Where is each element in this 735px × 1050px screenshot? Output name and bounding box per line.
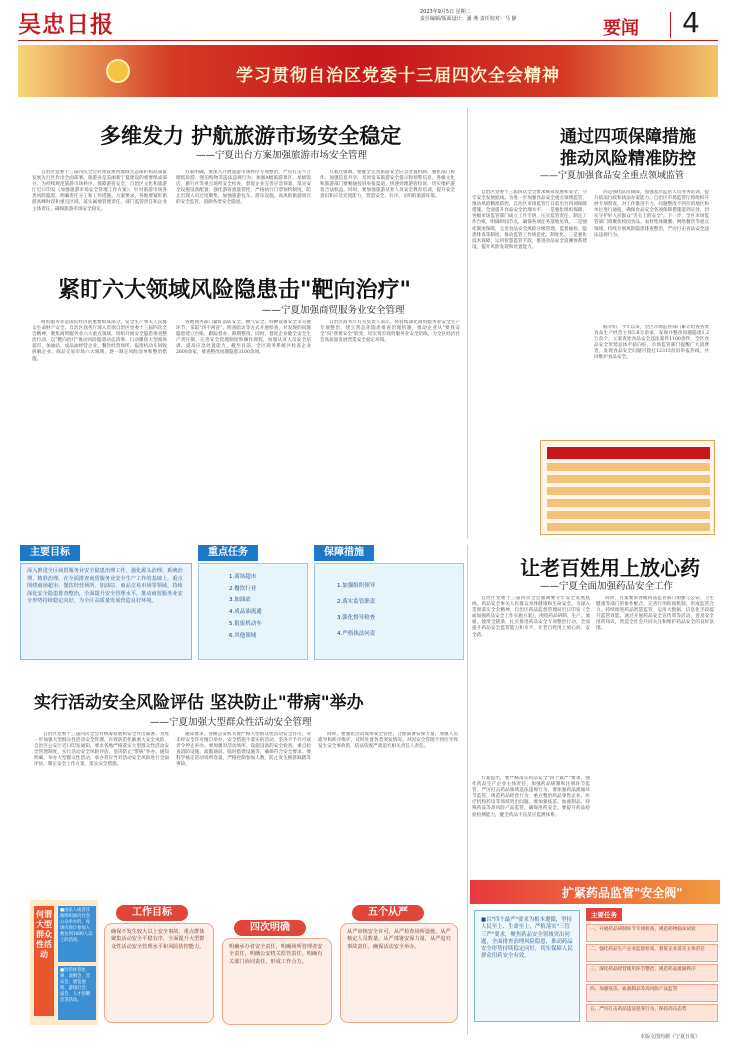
newspaper-logo: 吴忠日报 [18, 11, 114, 38]
article5-col1: 自治区党委十三届四次全会强调要守牢安全发展底线。药品安全事关人民群众身体健康和生命安全。为深入贯彻落实全会精神，自治区药品监督管理局近日印发《全面加强药品安全工作实施方案》，围绕药品研制、生产、流通、使用全链条，扎实推进药品安全专项整治行动，全面提升药品安全监管能力和水平，让老百姓用上放心药、安全药。 [472, 596, 590, 638]
key-task-item: 2.餐饮行业 [229, 585, 257, 592]
article1-col1: 自治区党委十三届四次全会对建设黄河流域生态保护和高质量发展先行区作出全面部署。旅游业是美丽新宁夏建设的重要组成部分，为持续规范旅游市场秩序、保障游客安全，自治区文化和旅游厅近日印发《加强旅游市场安全管理工作方案》，针对旅游市场各类风险隐患，明确责任分工和工作措施。方案要求，各地要紧盯旅游高峰时段和重点区域，落实属地管理责任、部门监管责任和企业主体责任，确保旅游市场安全稳定。 [32, 170, 167, 212]
four-clarifications-card [222, 920, 332, 1025]
article3-subtitle: ——宁夏加强商贸服务业安全管理 [262, 305, 405, 316]
section-name: 要闻 [603, 18, 639, 39]
drug-safety-principle: ■以"四个最严"要求为根本遵循，坚持人民至上、生命至上，严格落实"三管三严"要求，聚焦药品安全领域突出问题，全面排查治理风险隐患，推动药品安全形势持续稳定向好，切实保障人民群众用药安全有效。 [474, 910, 580, 1022]
safeguards-list [314, 563, 464, 660]
safeguards-tag: 保障措施 [314, 545, 374, 561]
article1-subtitle: ——宁夏出台方案加强旅游市场安全管理 [196, 150, 368, 161]
article1-title: 多维发力 护航旅游市场安全稳定 [100, 124, 402, 148]
article1-col3: 方案还强调，要健全完善旅游安全应急处置机制，强化部门协作，加强信息共享，及时发布旅游安全提示和预警信息。各级文化和旅游部门要畅通投诉举报渠道，快速处理游客投诉，切实维护游客合法权益。同时，要加强旅游从业人员安全教育培训，提升安全意识和应急处置能力，营造安全、有序、文明的旅游环境。 [320, 170, 455, 200]
infographic-row [547, 475, 710, 483]
work-goal-tag: 工作目标 [116, 905, 188, 921]
key-task-item: 3.加油站 [229, 597, 251, 604]
article3-col3: 自治区商务厅有关负责人表示，将持续深化商贸服务业安全生产专项整治，建立常态化隐患排查治理机制，推动企业从"要我安全"向"我要安全"转变，切实筑牢商贸服务业安全防线，为全区经济社会高质量发展营造安全稳定环境。 [320, 320, 460, 344]
drug-task-item: 五、严厉打击药品违法犯罪行为，保持高压态势 [586, 1004, 718, 1022]
party-emblem-icon [106, 59, 130, 83]
drug-safety-tasks [586, 908, 718, 1023]
masthead-divider [670, 12, 671, 38]
infographic-header-bar [547, 447, 710, 459]
drug-task-item: 四、加强疫苗、血液制品等高风险产品监管 [586, 984, 718, 1002]
editor-line: 责任编辑/版面设计：潘 燕 责任校对：马 静 [420, 16, 517, 22]
safeguards-panel [314, 545, 464, 660]
key-task-item: 1.商场超市 [229, 574, 257, 580]
infographic-row [547, 463, 710, 471]
drug-task-item: 三、深化药品经营使用环节整治，规范药品流通秩序 [586, 964, 718, 982]
article2-title-line2: 推动风险精准防控 [560, 149, 696, 169]
article3-col1: 商贸服务业是国民经济的重要组成部分，安全生产事关人民群众生命财产安全。自治区商务厅深入贯彻自治区党委十三届四次全会精神，聚焦商贸服务业六大重点领域，组织开展安全隐患排查整治行动，以"靶向治疗"推动风险隐患动态清零。行动聚焦大型商场超市、加油站、成品油经营企业、餐饮经营场所、报废机动车回收拆解企业、商品交易市场六大领域，逐一制定风险清单和整治措施。 [32, 320, 167, 362]
article4-col3: 同时，要强化活动现场安全管控，合理部署安保力量，加强人员疏导和秩序维护，及时处置各类突发情况。对因安全管理不到位导致发生安全事故的，依法依规严肃追究相关责任人责任。 [318, 732, 458, 750]
column-divider-lower [467, 545, 468, 1035]
article4-col1: 自治区党委十三届四次全会对统筹发展和安全作出部署。为进一步加强大型群众性活动安全管理，有效防范化解重大安全风险，自治区公安厅近日印发通知，要求各地严格落实大型群众性活动安全管理制度，实行活动安全风险评估，坚决防止"带病"举办。通知明确，举办大型群众性活动，承办者应当对活动安全风险进行全面评估，制定安全工作方案，落实安全措施。 [34, 732, 169, 768]
masthead-rule [18, 40, 718, 41]
article2-infographic [540, 440, 715, 535]
drug-task-item: 一、开展药品研制环节专项检查，规范药物临床试验 [586, 924, 718, 942]
article5-col3: 同时，方案要求各级药品监管部门加强与公安、卫生健康等部门的协作配合，完善行刑衔接机制，形成监管合力。持续推进药品智慧监管，运用大数据、信息化手段提升监管效能。通过开展药品安全宣传周等活动，普及安全用药知识，营造全社会共同关注和维护药品安全的良好氛围。 [596, 596, 714, 632]
drug-safety-tasks-tag: 主要任务 [586, 908, 622, 921]
theme-banner [18, 45, 718, 97]
key-tasks-list [198, 563, 308, 660]
key-task-item: 4.成品油流通 [229, 609, 262, 616]
article3-title: 紧盯六大领域风险隐患击"靶向治疗" [58, 278, 411, 303]
work-goal-card [104, 905, 214, 1025]
article3-col2: 各地商务部门紧盯消防安全、燃气安全、特种设备安全等关键环节，采取"四不两直"、明查暗访等方式开展检查，对发现的问题隐患建立台账、跟踪督办、限期整改。同时，督促企业健全安全生产责任制，完善安全管理制度和操作规程，加强从业人员安全培训，提高应急处置能力。截至目前，全区商务系统共检查企业2600余家，排查整改问题隐患3100余项。 [176, 320, 311, 356]
column-divider [467, 108, 468, 538]
infographic-row [547, 487, 710, 495]
article5-subtitle: ——宁夏全面加强药品安全工作 [540, 581, 674, 592]
definition-panel [30, 900, 98, 1025]
safeguard-item: 2.落实监管职责 [337, 599, 376, 605]
infographic-row [547, 499, 710, 507]
five-strict-tag: 五个从严 [352, 905, 424, 921]
article5-col2: 方案提出，要严格落实药品安全"四个最严"要求，强化药品生产企业主体责任，加强药品研制和注册环节监管，严厉打击药品领域违法违规行为。要加强药品流通环节监管，规范药品经营行为，重点整治药品零售企业、医疗机构药房等领域突出问题。要加强疫苗、血液制品、特殊药品等高风险产品监管，确保用药安全。要提升药品检验检测能力，健全药品不良反应监测体系。 [472, 776, 590, 818]
infographic-row [547, 523, 710, 531]
main-goal-panel [20, 545, 192, 660]
drug-task-item: 二、强化药品生产企业监督检查，督促企业落实主体责任 [586, 944, 718, 962]
key-task-item: 5.报废机动车 [229, 620, 262, 627]
article5-title: 让老百姓用上放心药 [520, 556, 700, 580]
date-info [420, 9, 516, 23]
article2-col1: 自治区党委十三届四次全会要求统筹发展和安全，守牢安全发展底线。为进一步加强食品安全重点领域监管，推动风险精准防控，自治区市场监管厅日前出台四项保障措施，全面提升食品安全治理水平。一是强化组织保障，各级市场监管部门成立工作专班，压实监管责任，制定工作台账，明确时间节点，确保各项任务落地见效。二是强化制度保障，完善食品安全风险分级管理、监督抽检、隐患排查等制度，推动监管工作规范化、制度化。三是强化技术保障，运用智慧监管手段，推进食品安全追溯体系建设，提升风险发现和处置能力。 [472, 190, 587, 250]
main-goal-tag: 主要目标 [20, 545, 80, 561]
article2-title-line1: 通过四项保障措施 [560, 127, 696, 147]
article1-col2: 方案明确，要深入开展旅游市场秩序专项整治，严厉打击不合理低价游、强迫购物等违法违规行为；加强A级旅游景区、星级饭店、旅行社等重点场所安全检查，督促企业完善应急预案，落实安全设施设备配置；强化游客流量管控，严格执行门票预约制度，防止出现人员过度聚集；加强旅游包车、游乐设施、高风险旅游项目的安全监管，消除各类安全隐患。 [176, 170, 311, 206]
banner-title: 学习贯彻自治区党委十三届四次全会精神 [236, 66, 560, 86]
date-line: 2023年9月5日 星期二 [420, 9, 471, 15]
four-clarifications-text: 明确承办者安全责任，明确场所管理者安全责任，明确公安机关监管责任，明确有关部门协同责任，形成工作合力。 [222, 938, 332, 1025]
drug-safety-banner [470, 880, 720, 904]
definition-tag: 何谓大型群众性活动 [34, 906, 54, 1016]
safeguard-item: 3.强化督导检查 [337, 615, 376, 621]
safeguard-item: 1.加强组织领导 [337, 583, 376, 589]
page-number: 4 [682, 6, 700, 39]
infographic-row [547, 511, 710, 519]
five-strict-card [340, 905, 458, 1025]
article4-title: 实行活动安全风险评估 坚决防止"带病"举办 [34, 693, 364, 713]
work-goal-text: 确保不发生较大以上安全事故，重点群体聚集活动安全平稳有序，全面提升大型群众性活动安全管理水平和风险防控能力。 [104, 923, 214, 1023]
footer-credit: 本版文图均据《宁夏日报》 [640, 1034, 701, 1040]
article4-subtitle: ——宁夏加强大型群众性活动安全管理 [150, 717, 312, 728]
drug-safety-banner-title: 扩紧药品监管"安全阀" [562, 886, 683, 900]
safeguard-item: 4.严格执法问责 [337, 631, 376, 637]
definition-text2: ■包括体育比赛、演唱会、音乐会、展览展销、游园灯会、庙会、人才招聘会等活动。 [58, 966, 96, 1020]
definition-text1: ■由法人或者其他组织面向社会公众举办的，每场次预计参加人数达到1000人以上的活动。 [58, 906, 96, 962]
key-task-item: 6.其他领域 [229, 632, 257, 639]
key-tasks-panel [198, 545, 308, 660]
article2-col2: 四是强化队伍保障，加强基层监管人员业务培训，提升依法行政和执法办案能力。自治区市场监管厅将组织开展专项督查，对工作推进不力、问题整改不到位的地区和单位进行通报，确保食品安全各项保障措施落到实处，切实守护好人民群众"舌尖上的安全"。下一步，全区市场监管部门将聚焦校园食品、农村集体聚餐、网络餐饮等重点领域，持续开展风险隐患排查整治，严厉打击食品安全违法违规行为。 [594, 190, 709, 238]
article4-col2: 通知要求，各级公安机关要严格大型群众性活动安全许可，对未经安全许可擅自举办、安全措施不落实的活动，坚决不予许可或责令停止举办。要加强对活动场所、设施设备的安全检查，重点检查消防设施、疏散通道、临时搭建设施等，确保符合安全要求。要科学核定活动场所容量，严格控制参加人数，防止发生拥挤踩踏等事故。 [176, 732, 311, 768]
article2-subtitle: ——宁夏加强食品安全重点领域监管 [540, 171, 685, 181]
article2-col3: 据介绍，今年以来，全区市场监管部门累计检查各类食品生产经营主体5.8万余家，发现并整改问题隐患1.2万余个，立案查处食品安全违法案件1100余件，全区食品安全形势总体平稳向好。市场监管部门提醒广大消费者，发现食品安全问题可拨打12315投诉举报热线，共同维护食品安全。 [594, 325, 709, 361]
key-tasks-tag: 重点任务 [198, 545, 258, 561]
four-clarifications-tag: 四次明确 [234, 920, 306, 936]
five-strict-text: 从严审核安全许可，从严检查场所设施，从严核定人员数量，从严部署安保力量，从严追究事故责任，确保活动安全举办。 [340, 923, 458, 1023]
main-goal-text: 深入推进全区商贸服务业安全隐患治理工作，强化源头治理、系统治理、精准治理，在全面排查商贸服务业安全生产工作的基础上，重点围绕商场超市、餐饮经营场所、加油站、商品交易市场等领域，持续深化安全隐患排查整治，全面提升安全管理水平，推动商贸服务业安全形势持续稳定向好，为全区高质量发展营造良好环境。 [20, 563, 192, 660]
